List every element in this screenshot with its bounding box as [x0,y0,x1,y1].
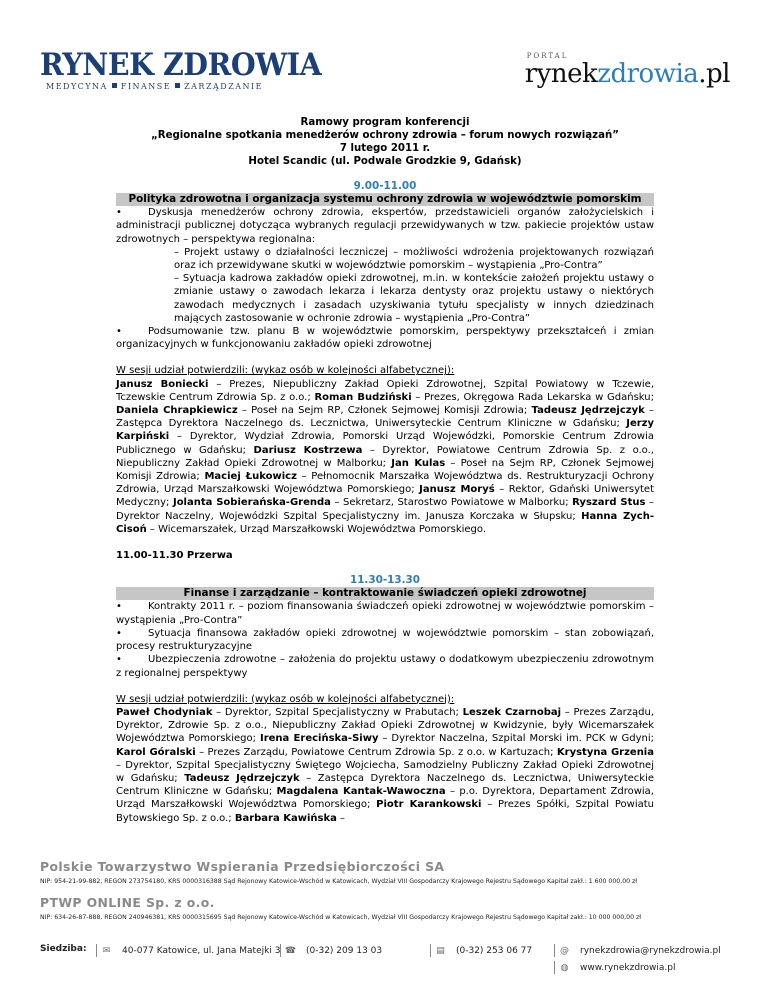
square-dot-icon [112,83,117,88]
participant-role: – Zastępca Dyrektora Naczelnego ds. Lecznictwa, Uniwersyteckie Centrum Kliniczne w Gdańsku; [116,405,654,430]
participant-role: – Poseł na Sejm RP, Członek Sejmowej Komisji Zdrowia; [237,405,532,417]
conference-title [116,116,654,168]
participant-name: Janusz Boniecki [116,378,209,390]
participant-name: Jan Kulas [391,457,446,469]
page-header [0,0,768,100]
participant-name: Magdalena Kantak-Wawoczna [276,786,446,798]
brand-part: zdrowia [597,59,699,89]
session1-confirmed-label: W sesji udział potwierdzili: (wykaz osób w kolejności alfabetycznej): [116,365,455,377]
address-item [96,944,280,957]
company-name: Polskie Towarzystwo Wspierania Przedsiębiorczości SA [40,859,445,874]
participant-name: Jolanta Sobierańska-Grenda [172,497,331,509]
participant-name: Ryszard Stus [572,497,646,509]
break-label: 11.00-11.30 Przerwa [116,550,233,562]
rynek-zdrowia-logo [40,47,346,91]
participant-name: Piotr Karankowski [376,799,482,811]
address-text: 40-077 Katowice, ul. Jana Matejki 3 [122,945,281,956]
participant-name: Tadeusz Jędrzejczyk [531,405,645,417]
participant-name: Karol Góralski [116,746,196,758]
participant-role: – Rektor, Gdański Uniwersytet Medyczny; [116,484,655,509]
participant-role: – Dyrektor, Szpital Specjalistyczny Świętego Wojciecha, Samodzielny Publiczny Zakład Opieki Zdrowotnej w Gdańsku; [116,759,654,784]
bullet-icon: • [116,326,122,338]
session2-time: 11.30-13.30 [349,574,421,587]
email-link[interactable]: rynekzdrowia@rynekzdrowia.pl [580,945,721,956]
participant-role: – Wicemarszałek, Urząd Marszałkowski Województwa Pomorskiego. [146,523,487,535]
tagline-word: MEDYCYNA [46,82,108,91]
participant-name: Hanna Zych-Cisoń [116,510,654,535]
participant-role: – Prezes Zarządu, Dyrektor, Zdrowie Sp. z o.o., Niepubliczny Zakład Opieki Zdrowotnej w Kwidzynie, były Wicemarszałek Województwa Pomorskiego; [116,706,654,745]
session1-time: 9.00-11.00 [353,180,417,192]
session2-title: Finanse i zarządzanie – kontraktowanie świadczeń opieki zdrowotnej [116,587,654,600]
www-item[interactable] [554,961,676,974]
logo-name: RYNEK ZDROWIA [40,47,322,83]
tagline-word: ZARZĄDZANIE [184,82,264,91]
bullet-text: Dyskusja menedżerów ochrony zdrowia, ekspertów, przedstawicieli organów założycielskich i administracji publicznej dotycząca wybranych regulacji przewidywanych w tzw. pakiecie projektów ustaw zdrowotnych – perspektywa regionalna: [116,207,654,245]
session2-bullet [116,653,654,679]
session1-bullet [116,325,654,351]
participant-name: Barbara Kawińska [234,812,337,824]
company-name: PTWP ONLINE Sp. z o.o. [40,895,215,910]
bullet-text: Kontrakty 2011 r. – poziom finansowania świadczeń opieki zdrowotnej w województwie pomorskim – wystąpienia „Pro-Contra” [116,601,654,626]
participant-name: Roman Budziński [314,391,412,403]
square-dot-icon [175,83,180,88]
portal-logo [525,52,730,88]
session1-title: Polityka zdrowotna i organizacja systemu ochrony zdrowia w województwie pomorskim [116,193,654,206]
participant-name: Maciej Łukowicz [204,471,297,483]
participant-role: – Poseł na Sejm RP, Członek Sejmowej Komisji Zdrowia; [116,457,654,483]
envelope-icon: ✉ [96,944,116,957]
bullet-text: Ubezpieczenia zdrowotne – założenia do projektu ustawy o dodatkowym ubezpieczeniu zdrowotnym z regionalnej perspektywy [116,654,654,679]
seat-label: Siedziba: [40,944,87,954]
document-body [116,116,654,825]
company-registration: NIP: 634-26-87-888, REGON 240946381, KRS 0000315695 Sąd Rejonowy Katowice-Wschód w Katowicach, Wydział VIII Gospodarczy Krajowego Rejestru Sądowego Kapitał zakł.: 10 000 000,00 zł [40,914,641,921]
participant-name: Leszek Czarnobaj [462,706,562,718]
logo-tagline [40,82,346,91]
bullet-icon: • [116,654,122,666]
company-registration: NIP: 954-21-99-882, REGON 273754180, KRS 0000316388 Sąd Rejonowy Katowice-Wschód w Katowicach, Wydział VIII Gospodarczy Krajowego Rejestru Sądowego Kapitał zakł.: 1 600 000,00 zł [40,878,638,885]
participant-role: – p.o. Dyrektora, Departament Zdrowia, Urząd Marszałkowski Województwa Pomorskiego; [116,786,654,811]
title-venue: Hotel Scandic (ul. Podwale Grodzkie 9, Gdańsk) [248,156,522,167]
tagline-word: FINANSE [120,82,172,91]
fax-text: (0-32) 253 06 77 [456,945,533,956]
brand-part: rynek [524,59,598,89]
title-date: 7 lutego 2011 r. [339,143,431,154]
brand-part: .pl [698,59,730,89]
session1-participants [116,378,654,536]
participant-name: Paweł Chodyniak [116,706,213,718]
bullet-text: Sytuacja finansowa zakładów opieki zdrowotnej w województwie pomorskim – stan zobowiązań, procesy restrukturyzacyjne [116,627,654,653]
participant-role: – Sekretarz, Starostwo Powiatowe w Malborku; [330,497,573,509]
participant-role: – Prezes, Okręgowa Rada Lekarska w Gdańsku; [411,391,654,403]
participant-role: – Dyrektor, Wydział Zdrowia, Pomorski Urząd Wojewódzki, Pomorskie Centrum Zdrowia Publicznego w Gdańsku; [116,431,654,456]
phone-icon: ☎ [280,944,300,957]
at-icon: @ [554,944,574,957]
participant-role: – Dyrektor, Szpital Specjalistyczny w Prabutach; [212,706,463,718]
bullet-icon: • [116,207,122,219]
participant-role: – Prezes Zarządu, Powiatowe Centrum Zdrowia Sp. z o.o. w Kartuzach; [195,746,557,758]
title-line: „Regionalne spotkania menedżerów ochrony zdrowia – forum nowych rozwiązań” [151,130,619,141]
portal-label: PORTAL [526,52,569,60]
bullet-icon: • [116,627,122,639]
session1-bullet [116,206,654,246]
participant-name: Irena Erecińska-Siwy [259,733,379,745]
participant-role: – Zastępca Dyrektora Naczelnego ds. Lecznictwa, Uniwersyteckie Centrum Kliniczne w Gdańsku; [116,772,655,798]
participant-name: Daniela Chrapkiewicz [116,405,238,417]
portal-brand [525,60,730,88]
email-item[interactable] [554,944,721,957]
participant-role: – Dyrektor, Powiatowe Centrum Zdrowia Sp. z o.o., Niepubliczny Zakład Opieki Zdrowotnej w Malborku; [116,444,654,469]
session1-subpoint: – Projekt ustawy o działalności leczniczej – możliwości wdrożenia projektowanych rozwiązań oraz ich przewidywane skutki w województwie pomorskim – wystąpienia „Pro-Contra” [174,246,654,272]
phone-text: (0-32) 209 13 03 [306,945,383,956]
bullet-icon: • [116,601,122,613]
session1-subpoint: – Sytuacja kadrowa zakładów opieki zdrowotnej, m.in. w kontekście założeń projektu ustawy o zmianie ustawy o zawodach lekarza i lekarza dentysty oraz projektu ustawy o niektórych zawodach medycznych i zasadach uzyskiwania tytułu specjalisty w innych dziedzinach mających zastosowanie w ochronie zdrowia – wystąpienia „Pro-Contra” [174,273,654,324]
participant-name: Krystyna Grzenia [556,746,654,758]
fax-item [430,944,532,957]
title-line: Ramowy program konferencji [300,117,470,128]
fax-icon: ▤ [430,944,450,957]
session2-bullet [116,600,654,626]
contact-bar [40,944,730,978]
participant-name: Dariusz Kostrzewa [253,444,363,456]
session2-confirmed-label: W sesji udział potwierdzili: (wykaz osób w kolejności alfabetycznej): [116,693,455,705]
participant-role: – [336,812,346,824]
participant-role: – Prezes, Niepubliczny Zakład Opieki Zdrowotnej, Szpital Powiatowy w Tczewie, Tczewskie Centrum Zdrowia Sp. z o.o.; [116,378,654,403]
participant-name: Tadeusz Jędrzejczyk [184,772,300,784]
www-link[interactable]: www.rynekzdrowia.pl [580,962,676,973]
phone-item [280,944,382,957]
participant-role: – Prezes Spółki, Szpital Powiatu Bytowskiego Sp. z o.o.; [116,799,654,824]
participant-role: –Dyrektor Naczelny, Wojewódzki Szpital Specjalistyczny im. Janusza Korczaka w Słupsku; [116,497,654,522]
session2-participants [116,706,654,825]
bullet-text: Podsumowanie tzw. planu B w województwie pomorskim, perspektywy przekształceń i zmian organizacyjnych w funkcjonowaniu zakładów opieki zdrowotnej [116,326,654,351]
participant-role: – Dyrektor Naczelna, Szpital Morski im. PCK w Gdyni; [378,733,654,745]
globe-icon: ◍ [554,961,574,974]
participant-name: Jerzy Karpiński [116,418,654,443]
page-footer [40,859,730,973]
participant-role: – Pełnomocnik Marszałka Województwa ds. Restrukturyzacji Ochrony Zdrowia, Urząd Marszałkowski Województwa Pomorskiego; [116,471,655,496]
session2-bullet [116,627,654,653]
participant-name: Janusz Moryś [419,484,495,496]
